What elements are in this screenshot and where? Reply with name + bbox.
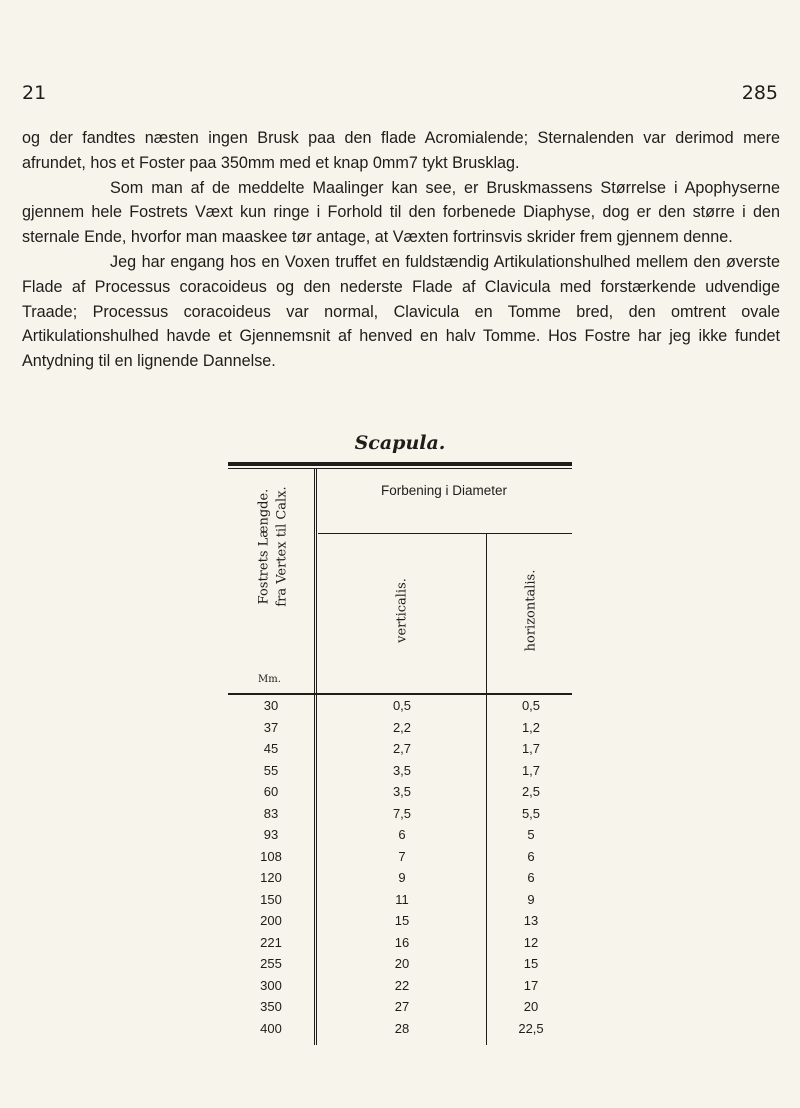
- table-row: [228, 889, 572, 911]
- horizontalis-cell: 5,5: [521, 805, 541, 821]
- measurement-table: [228, 462, 572, 1039]
- paragraph: Som man af de meddelte Maalinger kan see, er Bruskmassens Størrelse i Apophyserne gjennem hele Fostrets Væxt kun ringe i Forhold til den forbenede Diaphyse, dog er den større i den sternale Ende, hvorfor man maaskee tør antage, at Væxten fortrinsvis skrider frem gjennem denne.: [22, 178, 780, 247]
- table-row: [228, 1018, 572, 1040]
- horizontalis-cell: 5: [527, 827, 535, 842]
- group-header: Forbening i Diameter: [380, 483, 508, 498]
- horizontalis-cell: 17: [523, 977, 539, 993]
- length-cell: 150: [260, 891, 282, 907]
- verticalis-cell: 3,5: [392, 784, 412, 799]
- verticalis-cell: 2,2: [392, 719, 412, 735]
- horizontalis-cell: 9: [527, 891, 535, 907]
- length-cell: 108: [260, 848, 282, 864]
- table-row: [228, 760, 572, 782]
- page-header: [0, 82, 800, 106]
- horizontalis-cell: 1,7: [521, 762, 541, 778]
- verticalis-cell: 27: [394, 999, 410, 1014]
- verticalis-cell: 6: [398, 827, 406, 842]
- table-row: [228, 867, 572, 889]
- length-cell: 120: [260, 870, 282, 885]
- table-header: [228, 469, 572, 693]
- length-cell: 200: [260, 913, 282, 928]
- column-divider: [314, 469, 315, 693]
- table-row: [228, 738, 572, 760]
- table-row: [228, 975, 572, 997]
- table-body: [228, 695, 572, 1039]
- table-row: [228, 695, 572, 717]
- horizontalis-cell: 1,2: [521, 719, 541, 735]
- horizontalis-cell: 12: [523, 934, 539, 950]
- verticalis-cell: 9: [398, 870, 406, 885]
- table-row: [228, 932, 572, 954]
- verticalis-cell: 11: [395, 891, 409, 907]
- col2-header: verticalis.: [394, 578, 410, 643]
- length-cell: 45: [263, 741, 279, 756]
- horizontalis-cell: 15: [523, 956, 539, 971]
- table-row: [228, 717, 572, 739]
- horizontalis-cell: 1,7: [521, 741, 541, 756]
- verticalis-cell: 7: [398, 848, 406, 864]
- length-cell: 83: [263, 805, 279, 821]
- chapter-number: 21: [22, 82, 47, 104]
- verticalis-cell: 7,5: [392, 805, 412, 821]
- horizontalis-cell: 20: [523, 999, 539, 1014]
- length-cell: 30: [263, 698, 279, 713]
- verticalis-cell: 3,5: [392, 762, 412, 778]
- paragraph: Jeg har engang hos en Voxen truffet en fuldstændig Artikulationshulhed mellem den øverste Flade af Processus coracoideus og den nederste Flade af Clavicula med forstærkende udvendige Traade; Processus coracoideus var normal, Clavicula en Tomme bred, den omtrent ovale Artikulationshulhed havde et Gjennemsnit af henved en halv Tomme. Hos Fostre har jeg ikke fundet Antydning til en lignende Dannelse.: [22, 252, 780, 371]
- length-cell: 350: [260, 999, 282, 1014]
- table-row: [228, 803, 572, 825]
- horizontalis-cell: 6: [527, 870, 535, 885]
- length-cell: 221: [260, 934, 282, 950]
- table-row: [228, 781, 572, 803]
- table-row: [228, 953, 572, 975]
- horizontalis-cell: 13: [523, 913, 539, 928]
- column-divider: [486, 533, 487, 693]
- table-rule: [228, 462, 572, 466]
- col1-header-line1: Fostrets Længde.: [256, 488, 272, 605]
- horizontalis-cell: 2,5: [521, 784, 541, 799]
- length-cell: 400: [260, 1020, 282, 1036]
- verticalis-cell: 20: [394, 956, 410, 971]
- length-cell: 37: [263, 719, 279, 735]
- group-rule: [318, 533, 572, 534]
- table-row: [228, 846, 572, 868]
- verticalis-cell: 0,5: [392, 698, 412, 713]
- page-number: 285: [741, 82, 778, 104]
- col3-header: horizontalis.: [523, 569, 539, 652]
- table-row: [228, 910, 572, 932]
- verticalis-cell: 28: [394, 1020, 410, 1036]
- horizontalis-cell: 6: [527, 848, 535, 864]
- body-text: [22, 126, 780, 374]
- length-cell: 60: [263, 784, 279, 799]
- table-row: [228, 824, 572, 846]
- length-cell: 255: [260, 956, 282, 971]
- horizontalis-cell: 22,5: [518, 1020, 544, 1036]
- verticalis-cell: 22: [394, 977, 410, 993]
- col1-unit: Mm.: [258, 674, 281, 685]
- column-divider: [316, 469, 317, 693]
- length-cell: 55: [263, 762, 279, 778]
- length-cell: 300: [260, 977, 282, 993]
- verticalis-cell: 16: [394, 934, 410, 950]
- verticalis-cell: 2,7: [392, 741, 412, 756]
- table-row: [228, 996, 572, 1018]
- table-caption: Scapula.: [354, 432, 446, 454]
- verticalis-cell: 15: [394, 913, 410, 928]
- horizontalis-cell: 0,5: [521, 698, 541, 713]
- col1-header-line2: fra Vertex til Calx.: [274, 486, 290, 607]
- length-cell: 93: [263, 827, 279, 842]
- paragraph: og der fandtes næsten ingen Brusk paa den flade Acromialende; Sternalenden var derimod mere afrundet, hos et Foster paa 350mm med et knap 0mm7 tykt Brusklag.: [22, 129, 780, 172]
